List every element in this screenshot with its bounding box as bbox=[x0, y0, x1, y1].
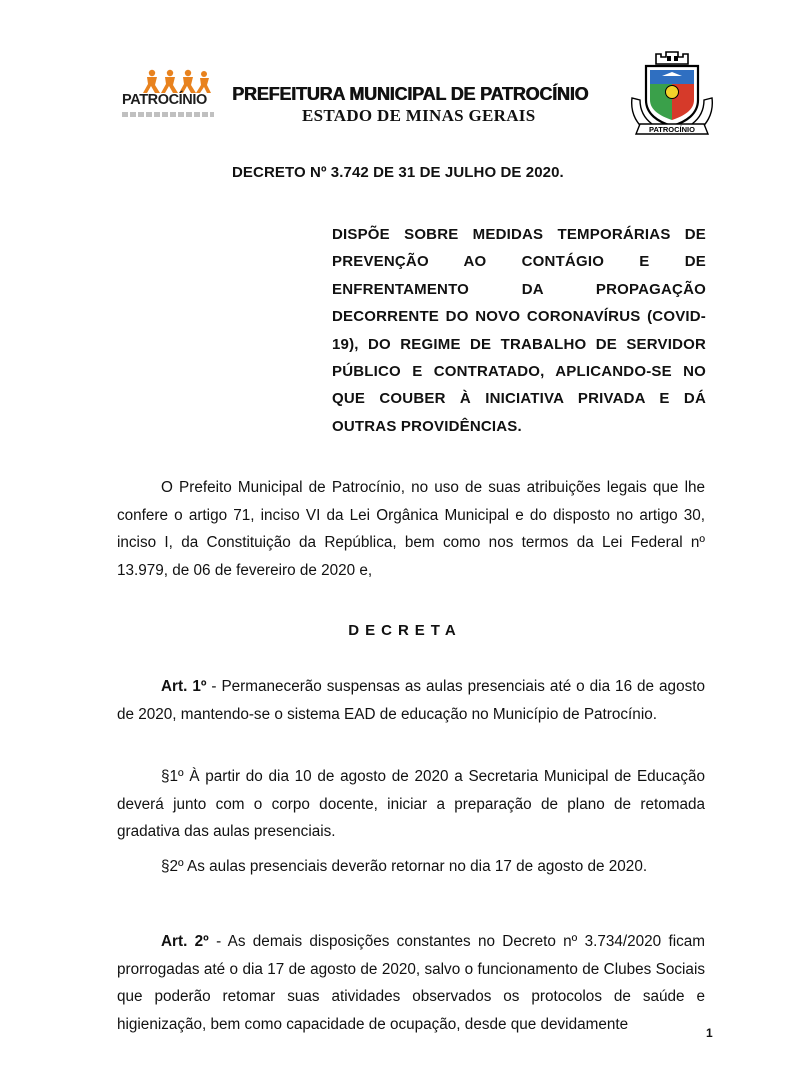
article-1-paragraph-2 bbox=[117, 853, 705, 881]
decreta-heading: DECRETA bbox=[348, 622, 462, 639]
article-2 bbox=[117, 928, 705, 1038]
coat-of-arms-icon bbox=[626, 48, 718, 138]
article-1-label: Art. 1º bbox=[161, 678, 207, 695]
logo-wordmark: PATROCÍNIO bbox=[122, 92, 207, 108]
article-2-label: Art. 2º bbox=[161, 933, 209, 950]
decree-ementa: DISPÕE SOBRE MEDIDAS TEMPORÁRIAS DE PREVENÇÃO AO CONTÁGIO E DE ENFRENTAMENTO DA PROPAGAÇÃO DECORRENTE DO NOVO CORONAVÍRUS (COVID-19), DO REGIME DE TRABALHO DE SERVIDOR PÚBLICO E CONTRATADO, APLICANDO-SE NO QUE COUBER À INICIATIVA PRIVADA E DÁ OUTRAS PROVIDÊNCIAS. bbox=[332, 226, 706, 435]
page-number: 1 bbox=[706, 1026, 713, 1040]
article-1-paragraph-2-text: §2º As aulas presenciais deverão retornar no dia 17 de agosto de 2020. bbox=[161, 858, 648, 875]
people-figures-icon bbox=[138, 68, 216, 94]
article-2-text: - As demais disposições constantes no Decreto nº 3.734/2020 ficam prorrogadas até o dia 17 de agosto de 2020, salvo o funcionamento de Clubes Sociais que poderão retomar suas atividades observados os protocolos de saúde e higienização, bem como capacidade de ocupação, desde que devidamente bbox=[117, 933, 705, 1033]
header-subtitle: ESTADO DE MINAS GERAIS bbox=[302, 106, 536, 125]
patrocinio-logo bbox=[118, 68, 216, 124]
article-1-paragraph-1-text: §1º À partir do dia 10 de agosto de 2020 a Secretaria Municipal de Educação deverá junto com o corpo docente, iniciar a preparação de plano de retomada gradativa das aulas presenciais. bbox=[117, 768, 705, 841]
preamble-text: O Prefeito Municipal de Patrocínio, no uso de suas atribuições legais que lhe confere o artigo 71, inciso VI da Lei Orgânica Municipal e do disposto no artigo 30, inciso I, da Constituição da República, bem como nos termos da Lei Federal nº 13.979, de 06 de fevereiro de 2020 e, bbox=[117, 479, 705, 579]
crest-banner-text: PATROCÍNIO bbox=[649, 125, 695, 134]
article-1-text: - Permanecerão suspensas as aulas presenciais até o dia 16 de agosto de 2020, mantendo-se o sistema EAD de educação no Município de Patrocínio. bbox=[117, 678, 705, 723]
header-title: PREFEITURA MUNICIPAL DE PATROCÍNIO bbox=[232, 84, 589, 104]
article-1 bbox=[117, 673, 705, 728]
preamble-paragraph bbox=[117, 474, 705, 584]
logo-tagline bbox=[122, 112, 214, 117]
article-1-paragraph-1 bbox=[117, 763, 705, 846]
decree-title: DECRETO Nº 3.742 DE 31 DE JULHO DE 2020. bbox=[232, 164, 564, 181]
